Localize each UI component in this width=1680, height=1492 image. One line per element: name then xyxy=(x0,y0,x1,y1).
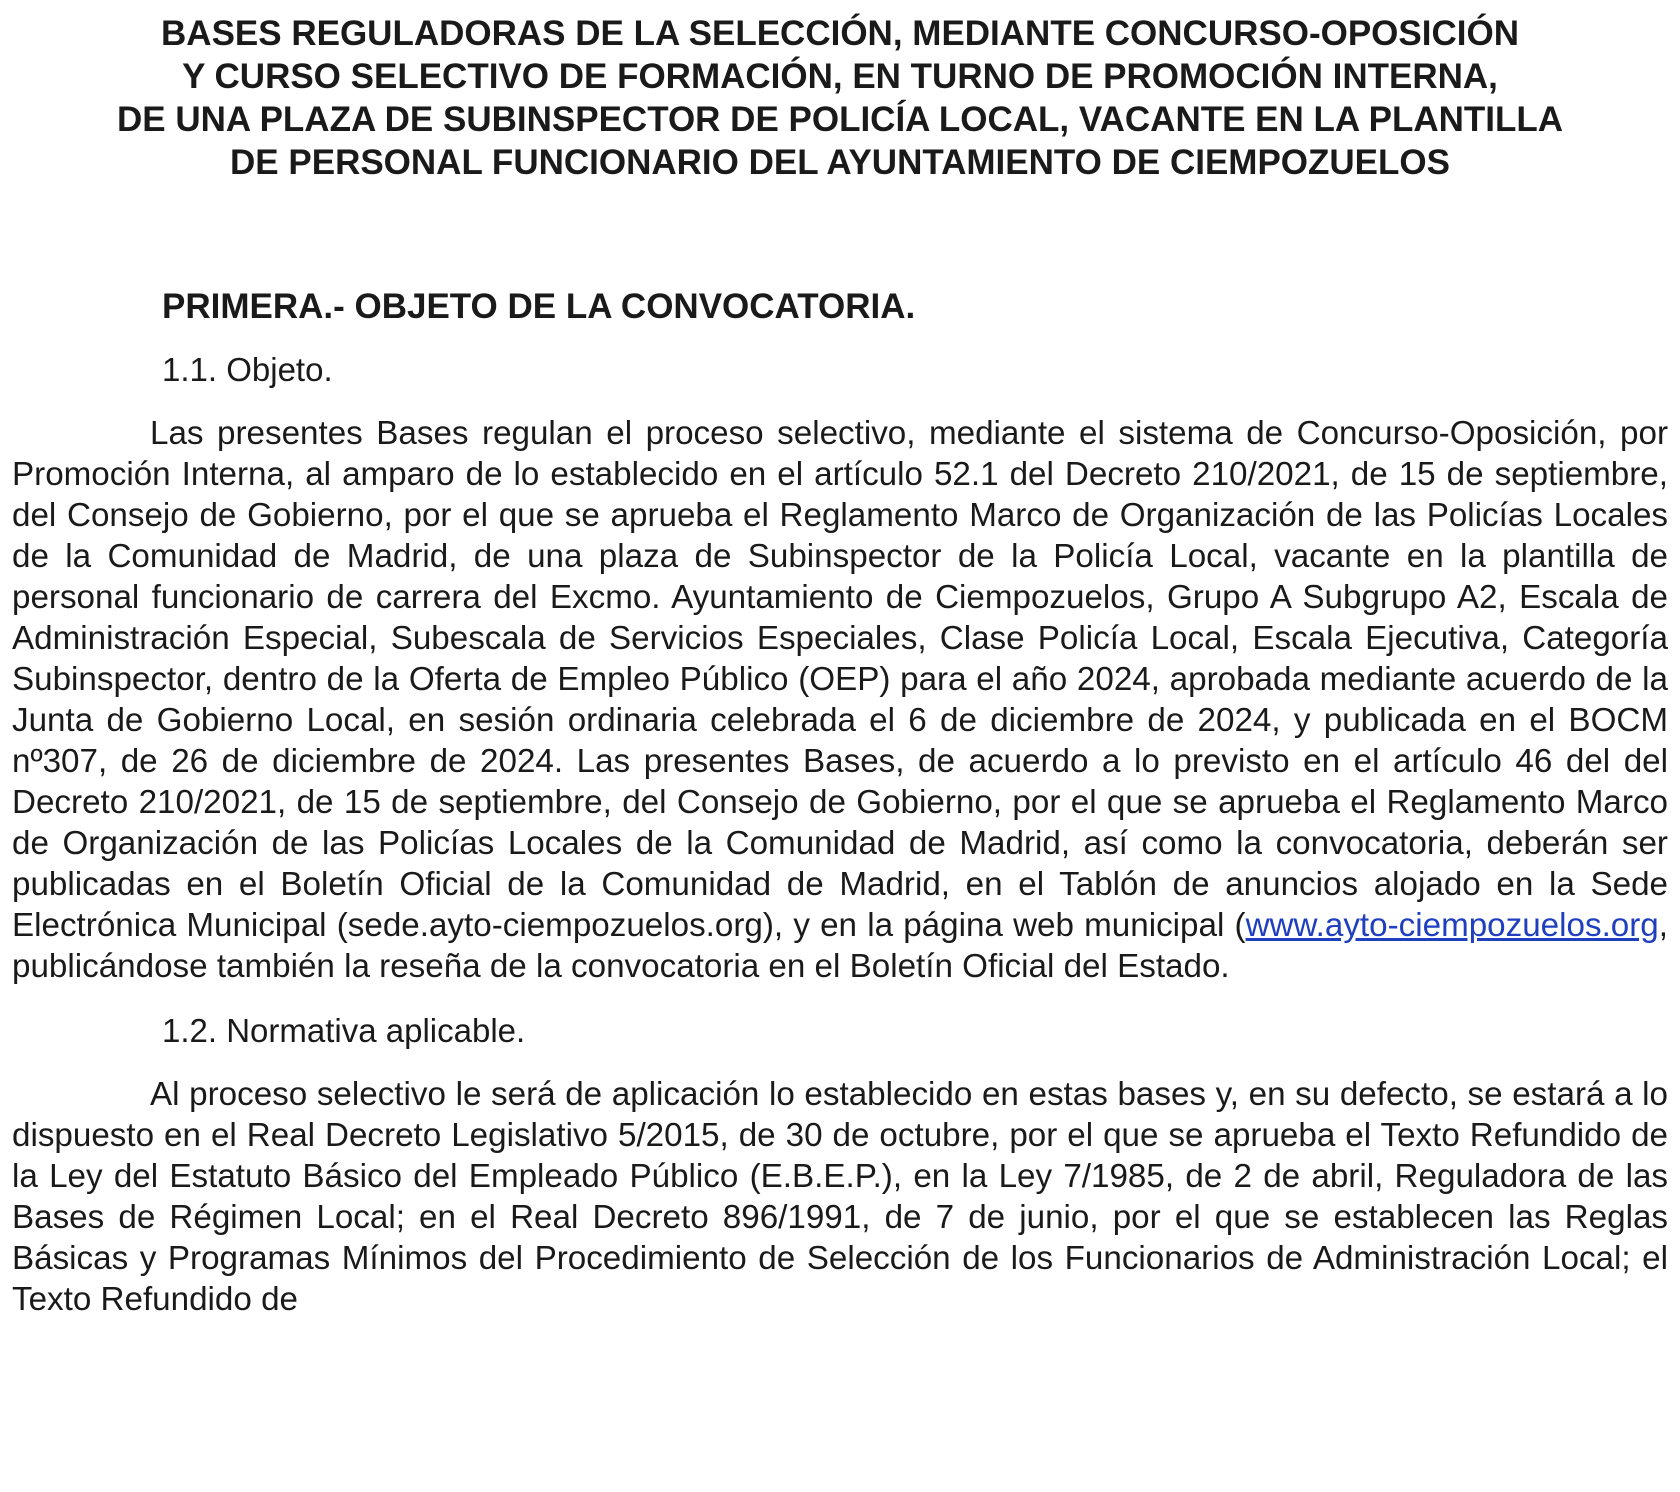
document-title xyxy=(12,12,1668,184)
paragraph-objeto-text-end: , publicándose también la reseña de la convocatoria en el Boletín Oficial del Estado. xyxy=(12,907,1668,985)
paragraph-normativa: Al proceso selectivo le será de aplicación lo establecido en estas bases y, en su defecto, se estará a lo dispuesto en el Real Decreto Legislativo 5/2015, de 30 de octubre, por el que se aprueba el Texto Refundido de la Ley del Estatuto Básico del Empleado Público (E.B.E.P.), en la Ley 7/1985, de 2 de abril, Reguladora de las Bases de Régimen Local; en el Real Decreto 896/1991, de 7 de junio, por el que se establecen las Reglas Básicas y Programas Mínimos del Procedimiento de Selección de los Funcionarios de Administración Local; el Texto Refundido de xyxy=(12,1076,1668,1318)
document-page xyxy=(12,12,1668,1320)
subsection-heading-objeto: 1.1. Objeto. xyxy=(162,351,333,388)
municipal-website-link[interactable]: www.ayto-ciempozuelos.org xyxy=(1245,907,1659,944)
title-line-2: Y CURSO SELECTIVO DE FORMACIÓN, EN TURNO DE PROMOCIÓN INTERNA, xyxy=(182,57,1498,96)
paragraph-objeto-text: Las presentes Bases regulan el proceso selectivo, mediante el sistema de Concurso-Oposición, por Promoción Interna, al amparo de lo establecido en el artículo 52.1 del Decreto 210/2021, de 15 de septiembre, del Consejo de Gobierno, por el que se aprueba el Reglamento Marco de Organización de las Policías Locales de la Comunidad de Madrid, de una plaza de Subinspector de la Policía Local, vacante en la plantilla de personal funcionario de carrera del Excmo. Ayuntamiento de Ciempozuelos, Grupo A Subgrupo A2, Escala de Administración Especial, Subescala de Servicios Especiales, Clase Policía Local, Escala Ejecutiva, Categoría Subinspector, dentro de la Oferta de Empleo Público (OEP) para el año 2024, aprobada mediante acuerdo de la Junta de Gobierno Local, en sesión ordinaria celebrada el 6 de diciembre de 2024, y publicada en el BOCM nº307, de 26 de diciembre de 2024. Las presentes Bases, de acuerdo a lo previsto en el artículo 46 del del Decreto 210/2021, de 15 de septiembre, del Consejo de Gobierno, por el que se aprueba el Reglamento Marco de Organización de las Policías Locales de la Comunidad de Madrid, así como la convocatoria, deberán ser publicadas en el Boletín Oficial de la Comunidad de Madrid, en el Tablón de anuncios alojado en la Sede Electrónica Municipal (sede.ayto-ciempozuelos.org), y en la página web municipal ( xyxy=(12,415,1668,944)
subsection-heading-normativa: 1.2. Normativa aplicable. xyxy=(162,1012,526,1049)
paragraph-objeto xyxy=(12,413,1668,987)
title-line-3: DE UNA PLAZA DE SUBINSPECTOR DE POLICÍA LOCAL, VACANTE EN LA PLANTILLA xyxy=(116,100,1564,139)
section-heading-primera: PRIMERA.- OBJETO DE LA CONVOCATORIA. xyxy=(162,287,916,326)
title-line-1: BASES REGULADORAS DE LA SELECCIÓN, MEDIANTE CONCURSO-OPOSICIÓN xyxy=(161,14,1519,53)
title-line-4: DE PERSONAL FUNCIONARIO DEL AYUNTAMIENTO DE CIEMPOZUELOS xyxy=(230,143,1450,182)
